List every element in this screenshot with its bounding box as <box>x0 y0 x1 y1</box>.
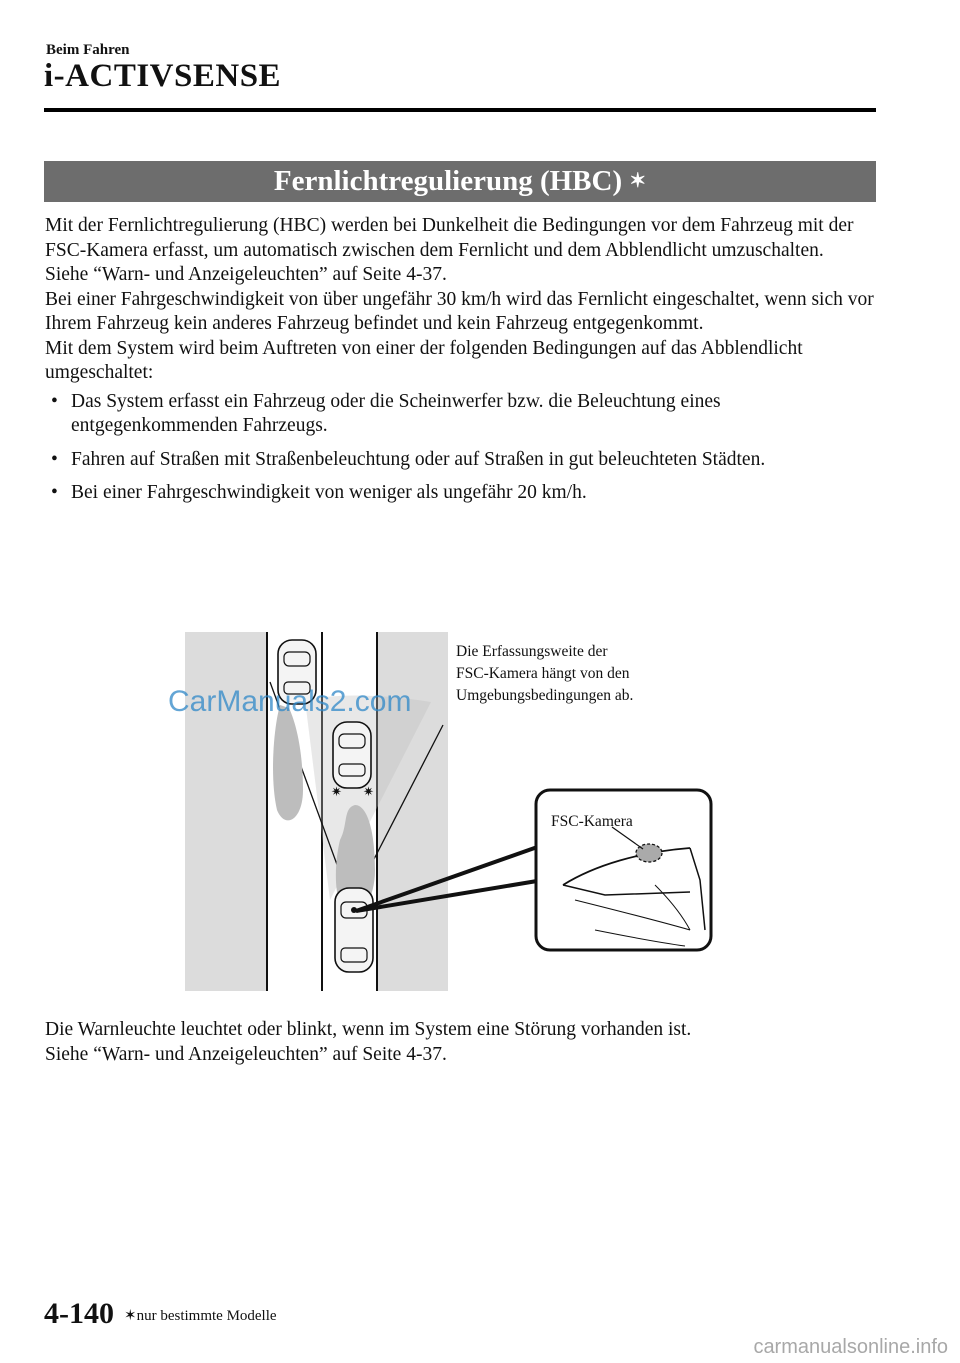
range-note-line: Die Erfassungsweite der <box>456 643 608 660</box>
intro-paragraph: Mit der Fernlichtregulierung (HBC) werden bei Dunkelheit die Bedingungen vor dem Fahrzeug mit der FSC-Kamera erfasst, um automatisch zwischen dem Fernlicht und dem Abblendlicht umzuschalten. <box>45 215 854 261</box>
list-item <box>45 390 885 439</box>
list-item-text: Das System erfasst ein Fahrzeug oder die Scheinwerfer bzw. die Beleuchtung eines entgegenkommenden Fahrzeugs. <box>71 390 721 436</box>
optional-feature-marker: ✶ <box>629 170 647 192</box>
conditions-list <box>45 390 885 506</box>
page-number: 4-140 <box>44 1297 114 1330</box>
section-title: i-ACTIVSENSE <box>44 58 282 94</box>
footnote-marker: ✶ <box>124 1308 137 1324</box>
topic-heading <box>44 161 876 202</box>
reference-paragraph: Siehe “Warn- und Anzeigeleuchten” auf Seite 4-37. <box>45 264 447 285</box>
detection-range-note <box>456 641 633 707</box>
watermark: CarManuals2.com <box>168 685 412 718</box>
bullet-glyph: • <box>51 448 58 470</box>
list-item-text: Fahren auf Straßen mit Straßenbeleuchtung oder auf Straßen in gut beleuchteten Städten. <box>71 448 766 470</box>
site-watermark: carmanualsonline.info <box>753 1336 948 1358</box>
footnote <box>124 1306 277 1325</box>
list-item <box>45 448 885 473</box>
warning-paragraph: Die Warnleuchte leuchtet oder blinkt, wenn im System eine Störung vorhanden ist. <box>45 1019 692 1040</box>
bullet-glyph: • <box>51 390 58 412</box>
header-rule <box>44 108 876 112</box>
bullet-glyph: • <box>51 482 58 503</box>
topic-heading-text: Fernlichtregulierung (HBC) <box>273 165 623 197</box>
own-car <box>335 888 373 972</box>
warning-text <box>45 1018 885 1067</box>
body-text <box>45 214 885 515</box>
camera-label: FSC-Kamera <box>551 813 633 830</box>
activation-paragraph: Bei einer Fahrgeschwindigkeit von über ungefähr 30 km/h wird das Fernlicht eingeschaltet, wenn sich vor Ihrem Fahrzeug kein anderes Fahrzeug befindet und kein Fahrzeug entgegenkommt. <box>45 288 874 334</box>
list-item-text: Bei einer Fahrgeschwindigkeit von weniger als ungefähr 20 km/h. <box>71 482 587 503</box>
footnote-text: nur bestimmte Modelle <box>136 1308 277 1324</box>
range-note-line: FSC-Kamera hängt von den <box>456 665 630 682</box>
taillight-glow-right: ✷ <box>363 784 374 799</box>
preceding-car <box>331 722 374 799</box>
list-item <box>45 481 885 506</box>
taillight-glow-left: ✷ <box>331 784 342 799</box>
chapter-title: Beim Fahren <box>46 42 130 58</box>
range-note-line: Umgebungsbedingungen ab. <box>456 687 634 704</box>
warning-reference: Siehe “Warn- und Anzeigeleuchten” auf Seite 4-37. <box>45 1043 447 1065</box>
conditions-paragraph: Mit dem System wird beim Auftreten von einer der folgenden Bedingungen auf das Abblendlicht umgeschaltet: <box>45 337 803 383</box>
